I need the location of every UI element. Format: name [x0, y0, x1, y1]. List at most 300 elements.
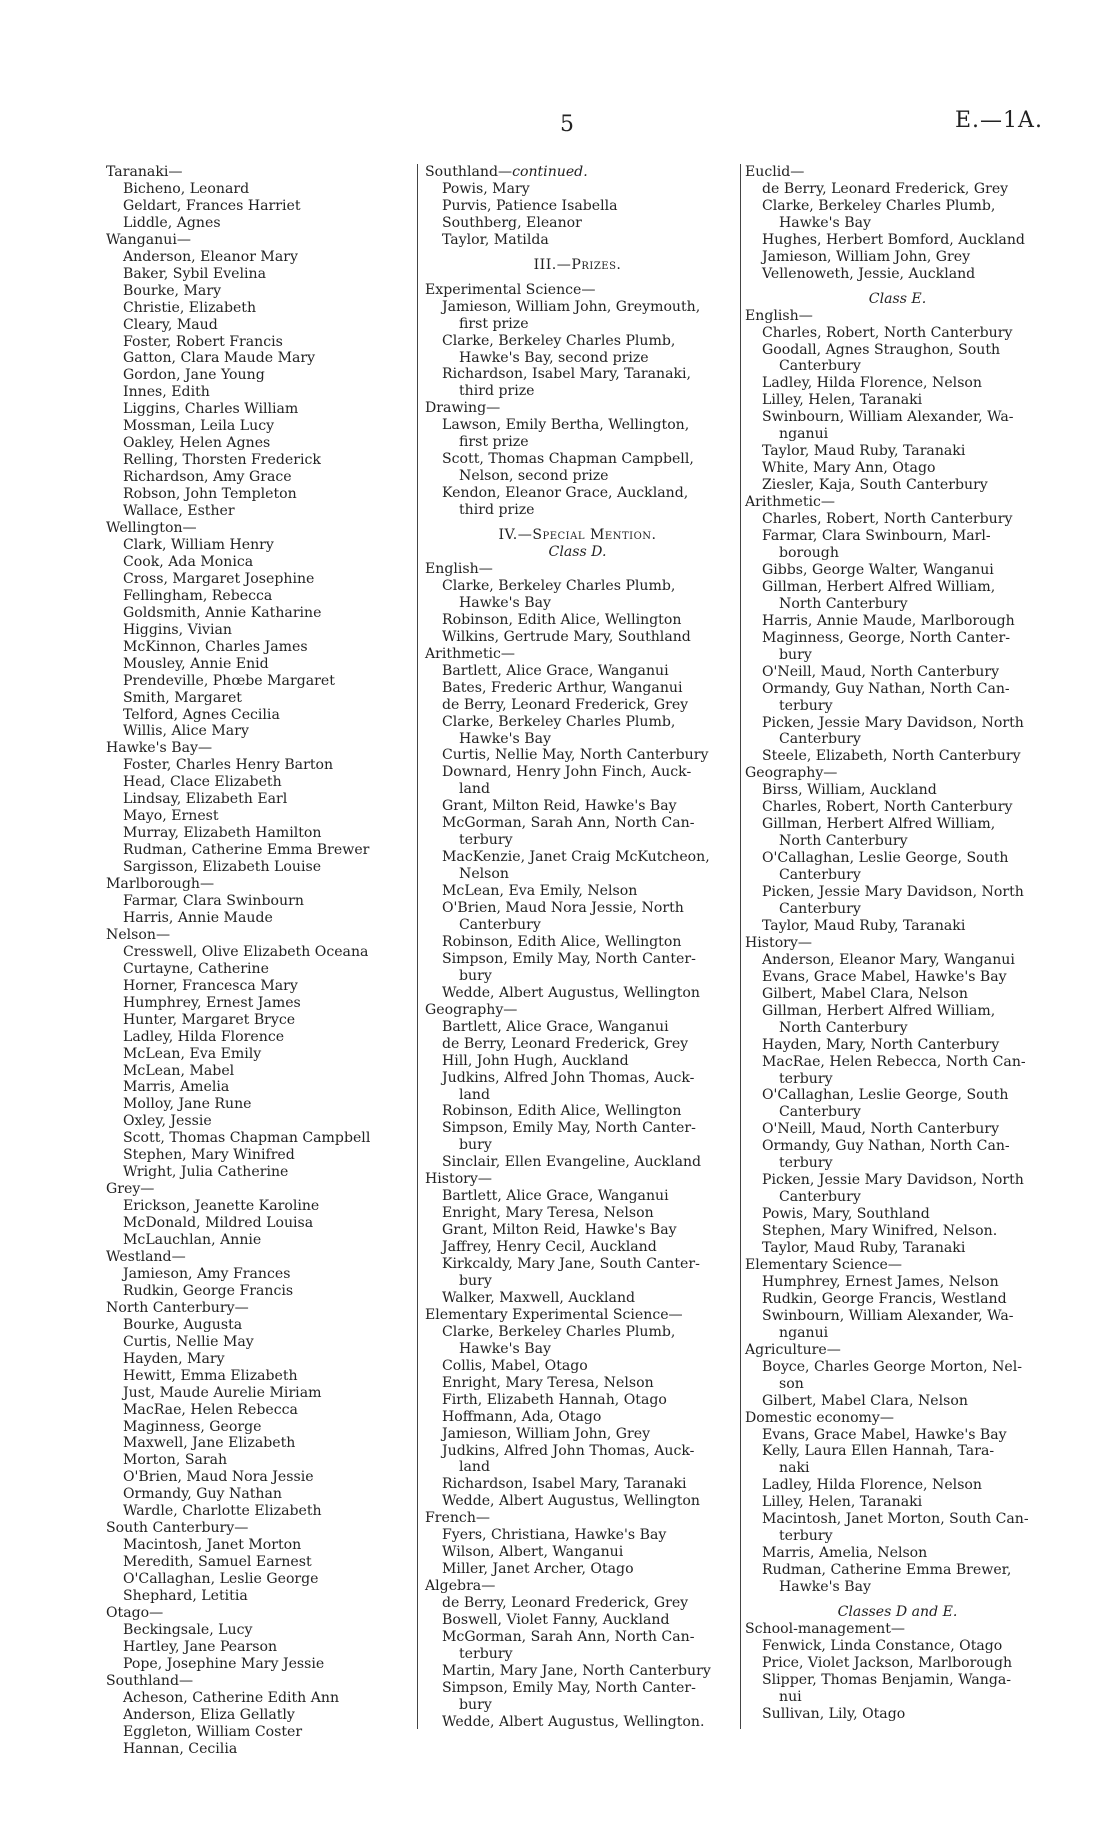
list-item: Oakley, Helen Agnes	[123, 435, 271, 452]
list-item-continuation: Hawke's Bay	[459, 1340, 551, 1357]
list-item: McLean, Eva Emily	[123, 1045, 262, 1062]
list-item-continuation: land	[459, 781, 491, 798]
heading-text: South Canterbury—	[106, 1520, 249, 1537]
list-item: Evans, Grace Mabel, Hawke's Bay	[762, 1426, 1007, 1443]
heading-text: School-management—	[745, 1621, 906, 1638]
list-item: Ormandy, Guy Nathan, North Can-	[762, 1138, 1010, 1155]
list-item: Scott, Thomas Chapman Campbell	[123, 1130, 371, 1147]
list-item: Jamieson, Amy Frances	[123, 1265, 291, 1282]
list-item: Liggins, Charles William	[123, 401, 299, 418]
list-item: McGorman, Sarah Ann, North Can-	[442, 815, 695, 832]
list-item: Sinclair, Ellen Evangeline, Auckland	[442, 1154, 702, 1171]
list-item-continuation: North Canterbury	[779, 595, 908, 612]
list-item: White, Mary Ann, Otago	[762, 460, 936, 477]
list-item: Simpson, Emily May, North Canter-	[442, 950, 696, 967]
list-item-continuation: Hawke's Bay	[459, 730, 551, 747]
heading-text: English—	[425, 560, 493, 577]
subject-heading	[106, 1520, 416, 1537]
subject-heading	[425, 164, 730, 181]
subject-heading	[106, 1300, 416, 1317]
list-item: Relling, Thorsten Frederick	[123, 452, 321, 469]
list-item-continuation: Canterbury	[779, 867, 861, 884]
list-item: MacKenzie, Janet Craig McKutcheon,	[442, 849, 710, 866]
list-item: Grant, Milton Reid, Hawke's Bay	[442, 798, 677, 815]
list-item: Maginness, George, North Canter-	[762, 629, 1010, 646]
list-item-continuation: bury	[459, 1137, 492, 1154]
list-item: Murray, Elizabeth Hamilton	[123, 825, 322, 842]
list-item: Bourke, Augusta	[123, 1316, 243, 1333]
column-right	[745, 164, 1050, 1723]
heading-text: Arithmetic—	[425, 645, 516, 662]
section-title: III.—Prizes.	[533, 256, 622, 273]
list-item: Curtayne, Catherine	[123, 960, 269, 977]
list-item: de Berry, Leonard Frederick, Grey	[442, 696, 689, 713]
heading-text: Grey—	[106, 1181, 155, 1198]
list-item: Mousley, Annie Enid	[123, 655, 269, 672]
list-item: Boswell, Violet Fanny, Auckland	[442, 1612, 670, 1629]
list-item: Maginness, George	[123, 1418, 262, 1435]
list-item: Powis, Mary, Southland	[762, 1206, 930, 1223]
list-item: Lilley, Helen, Taranaki	[762, 1494, 923, 1511]
heading-text: English—	[745, 307, 813, 324]
heading-text: Elementary Experimental Science—	[425, 1306, 683, 1323]
list-item: Clarke, Berkeley Charles Plumb,	[762, 197, 996, 214]
list-item: Marris, Amelia	[123, 1079, 230, 1096]
list-item-continuation: son	[779, 1375, 804, 1392]
list-item-continuation: Hawke's Bay	[459, 594, 551, 611]
list-item: Steele, Elizabeth, North Canterbury	[762, 748, 1021, 765]
list-item: Evans, Grace Mabel, Hawke's Bay	[762, 968, 1007, 985]
list-item: Grant, Milton Reid, Hawke's Bay	[442, 1222, 677, 1239]
list-item: Fyers, Christiana, Hawke's Bay	[442, 1527, 667, 1544]
list-item: Rudman, Catherine Emma Brewer,	[762, 1562, 1012, 1579]
list-item-continuation: Hawke's Bay	[779, 214, 871, 231]
list-item-continuation: terbury	[459, 832, 513, 849]
list-item: Taylor, Maud Ruby, Taranaki	[762, 443, 966, 460]
list-item: Eggleton, William Coster	[123, 1723, 303, 1740]
heading-text: Otago—	[106, 1605, 164, 1622]
list-item: Bicheno, Leonard	[123, 180, 250, 197]
subject-heading	[106, 927, 416, 944]
list-item: MacRae, Helen Rebecca, North Can-	[762, 1053, 1026, 1070]
list-item: Richardson, Amy Grace	[123, 469, 292, 486]
list-item: O'Neill, Maud, North Canterbury	[762, 1121, 1000, 1138]
list-item: Picken, Jessie Mary Davidson, North	[762, 884, 1024, 901]
list-item: O'Callaghan, Leslie George, South	[762, 850, 1009, 867]
list-item-continuation: borough	[779, 544, 839, 561]
heading-text: Wanganui—	[106, 231, 191, 248]
subject-heading	[745, 765, 1050, 782]
list-item: Hartley, Jane Pearson	[123, 1638, 278, 1655]
list-item-continuation: naki	[779, 1460, 810, 1477]
list-item: Oxley, Jessie	[123, 1113, 212, 1130]
list-item: O'Callaghan, Leslie George	[123, 1571, 319, 1588]
list-item: Collis, Mabel, Otago	[442, 1357, 588, 1374]
heading-text: Westland—	[106, 1249, 186, 1265]
document-code: E.—1A.	[955, 108, 1043, 133]
list-item: Farmar, Clara Swinbourn, Marl-	[762, 528, 991, 545]
spacer	[425, 249, 730, 257]
list-item-continuation: land	[459, 1086, 491, 1103]
list-item: Hill, John Hugh, Auckland	[442, 1052, 629, 1069]
heading-text: Southland—	[106, 1672, 194, 1689]
list-item: Kirkcaldy, Mary Jane, South Canter-	[442, 1256, 700, 1273]
list-item: Taylor, Maud Ruby, Taranaki	[762, 917, 966, 934]
list-item: Farmar, Clara Swinbourn	[123, 892, 304, 909]
list-item: Gilbert, Mabel Clara, Nelson	[762, 1392, 968, 1409]
list-item: Wilkins, Gertrude Mary, Southland	[442, 628, 691, 645]
list-item: Anderson, Eleanor Mary, Wanganui	[762, 951, 1015, 968]
list-item-continuation: Canterbury	[779, 731, 861, 748]
list-item: Swinbourn, William Alexander, Wa-	[762, 409, 1014, 426]
list-item: Purvis, Patience Isabella	[442, 197, 618, 214]
heading-text: Geography—	[425, 1001, 518, 1018]
subject-heading	[425, 1171, 730, 1188]
list-item: Taylor, Maud Ruby, Taranaki	[762, 1240, 966, 1257]
list-item-continuation: third prize	[459, 502, 535, 519]
list-item: Goodall, Agnes Straughon, South	[762, 341, 1001, 358]
list-item: O'Brien, Maud Nora Jessie, North	[442, 900, 684, 917]
list-item-continuation: terbury	[779, 1155, 833, 1172]
list-item: Judkins, Alfred John Thomas, Auck-	[442, 1069, 695, 1086]
heading-text: Geography—	[745, 765, 838, 782]
list-item: Cross, Margaret Josephine	[123, 570, 315, 587]
list-item-continuation: bury	[779, 646, 812, 663]
list-item-continuation: Canterbury	[459, 916, 541, 933]
heading-text: Southland—	[425, 164, 513, 180]
list-item: Bates, Frederic Arthur, Wanganui	[442, 679, 683, 696]
class-heading: Classes D and E.	[837, 1604, 958, 1621]
heading-text: Marlborough—	[106, 876, 215, 893]
class-heading: Class D.	[548, 544, 607, 561]
subject-heading	[425, 1002, 730, 1019]
list-item: Telford, Agnes Cecilia	[123, 706, 280, 723]
list-item: Clarke, Berkeley Charles Plumb,	[442, 577, 676, 594]
list-item-continuation: nganui	[779, 426, 829, 443]
list-item: Wilson, Albert, Wanganui	[442, 1544, 624, 1561]
list-item: McGorman, Sarah Ann, North Can-	[442, 1629, 695, 1646]
list-item: Gordon, Jane Young	[123, 367, 265, 384]
list-item: Jamieson, William John, Grey	[442, 1425, 651, 1442]
heading-text: Wellington—	[106, 520, 197, 537]
list-item: Curtis, Nellie May, North Canterbury	[442, 747, 709, 764]
list-item: O'Callaghan, Leslie George, South	[762, 1087, 1009, 1104]
list-item-continuation: Canterbury	[779, 358, 861, 375]
list-item: McLean, Eva Emily, Nelson	[442, 883, 638, 900]
section-title: IV.—Special Mention.	[498, 527, 657, 544]
list-item: Fenwick, Linda Constance, Otago	[762, 1637, 1003, 1654]
list-item: Lilley, Helen, Taranaki	[762, 392, 923, 409]
list-item: Richardson, Isabel Mary, Taranaki	[442, 1476, 687, 1493]
spacer	[745, 283, 1050, 291]
list-item-continuation: third prize	[459, 383, 535, 400]
list-item: Stephen, Mary Winifred	[123, 1147, 295, 1164]
list-item: Boyce, Charles George Morton, Nel-	[762, 1358, 1023, 1375]
list-item: Ormandy, Guy Nathan, North Can-	[762, 680, 1010, 697]
subject-heading	[745, 1342, 1050, 1359]
list-item: Lindsay, Elizabeth Earl	[123, 791, 288, 808]
list-item-continuation: first prize	[459, 434, 529, 451]
list-item: Mayo, Ernest	[123, 808, 219, 825]
subject-heading	[106, 164, 416, 181]
list-item: Humphrey, Ernest James, Nelson	[762, 1273, 999, 1290]
column-divider	[417, 164, 418, 1729]
list-item: Gibbs, George Walter, Wanganui	[762, 561, 994, 578]
list-item: Walker, Maxwell, Auckland	[442, 1289, 636, 1306]
list-item: Rudkin, George Francis	[123, 1282, 294, 1299]
list-item: Marris, Amelia, Nelson	[762, 1545, 928, 1562]
list-item: Goldsmith, Annie Katharine	[123, 604, 322, 621]
list-item: McLean, Mabel	[123, 1062, 235, 1079]
subject-heading	[745, 308, 1050, 325]
subject-heading	[425, 646, 730, 663]
list-item: Harris, Annie Maude, Marlborough	[762, 612, 1015, 629]
list-item: Willis, Alice Mary	[123, 723, 249, 740]
list-item: Maxwell, Jane Elizabeth	[123, 1435, 296, 1452]
list-item: Charles, Robert, North Canterbury	[762, 799, 1013, 816]
list-item: McLauchlan, Annie	[123, 1232, 262, 1249]
list-item: Gatton, Clara Maude Mary	[123, 350, 316, 367]
list-item-continuation: Hawke's Bay, second prize	[459, 349, 649, 366]
list-item-continuation: nui	[779, 1688, 802, 1705]
list-item: Robinson, Edith Alice, Wellington	[442, 933, 682, 950]
subject-heading	[425, 1510, 730, 1527]
list-item: Fellingham, Rebecca	[123, 587, 273, 604]
list-item: Powis, Mary	[442, 180, 530, 197]
list-item: de Berry, Leonard Frederick, Grey	[442, 1035, 689, 1052]
subject-heading	[745, 494, 1050, 511]
list-item: Rudkin, George Francis, Westland	[762, 1290, 1007, 1307]
list-item: de Berry, Leonard Frederick, Grey	[442, 1595, 689, 1612]
column-middle	[425, 164, 730, 1731]
list-item: Picken, Jessie Mary Davidson, North	[762, 714, 1024, 731]
list-item: Clarke, Berkeley Charles Plumb,	[442, 1323, 676, 1340]
list-item: Macintosh, Janet Morton	[123, 1537, 302, 1554]
heading-text: Nelson—	[106, 926, 171, 943]
list-item-continuation: bury	[459, 1273, 492, 1289]
list-item: Wright, Julia Catherine	[123, 1164, 289, 1181]
list-item: Smith, Margaret	[123, 689, 242, 706]
heading-text: Arithmetic—	[745, 494, 836, 511]
list-item: Robinson, Edith Alice, Wellington	[442, 1103, 682, 1120]
list-item: Gillman, Herbert Alfred William,	[762, 1002, 996, 1019]
heading-text: Domestic economy—	[745, 1409, 894, 1426]
list-item-continuation: bury	[459, 967, 492, 984]
heading-text: North Canterbury—	[106, 1299, 249, 1316]
list-item: Hughes, Herbert Bomford, Auckland	[762, 231, 1025, 248]
list-item: Ladley, Hilda Florence, Nelson	[762, 1477, 982, 1494]
list-item: Innes, Edith	[123, 384, 210, 401]
list-item: Wedde, Albert Augustus, Wellington	[442, 984, 700, 1001]
list-item: Hannan, Cecilia	[123, 1740, 238, 1757]
list-item: Cook, Ada Monica	[123, 553, 254, 570]
subject-heading	[425, 400, 730, 417]
list-item: Vellenoweth, Jessie, Auckland	[762, 265, 976, 282]
list-item: Hayden, Mary, North Canterbury	[762, 1036, 1000, 1053]
subject-heading	[106, 520, 416, 537]
heading-text: Euclid—	[745, 164, 805, 180]
list-item: McDonald, Mildred Louisa	[123, 1215, 314, 1232]
list-item: Liddle, Agnes	[123, 214, 221, 231]
list-item: Enright, Mary Teresa, Nelson	[442, 1205, 654, 1222]
list-item: Wedde, Albert Augustus, Wellington.	[442, 1713, 705, 1730]
list-item: Taylor, Matilda	[442, 231, 549, 248]
list-item: O'Neill, Maud, North Canterbury	[762, 663, 1000, 680]
list-item: Ladley, Hilda Florence, Nelson	[762, 375, 982, 392]
subject-heading	[425, 1578, 730, 1595]
subject-heading	[745, 1410, 1050, 1427]
list-item: Cresswell, Olive Elizabeth Oceana	[123, 943, 369, 960]
list-item: Cleary, Maud	[123, 316, 218, 333]
list-item: Kelly, Laura Ellen Hannah, Tara-	[762, 1443, 995, 1460]
list-item: Judkins, Alfred John Thomas, Auck-	[442, 1442, 695, 1459]
list-item-continuation: Canterbury	[779, 1104, 861, 1121]
heading-text: History—	[425, 1171, 492, 1188]
list-item: Wardle, Charlotte Elizabeth	[123, 1503, 322, 1520]
list-item: Baker, Sybil Evelina	[123, 265, 267, 282]
list-item-continuation: nganui	[779, 1324, 829, 1341]
list-item: Just, Maude Aurelie Miriam	[123, 1384, 322, 1401]
list-item: Meredith, Samuel Earnest	[123, 1554, 312, 1571]
heading-text: Algebra—	[425, 1578, 496, 1595]
spacer	[745, 1596, 1050, 1604]
list-item: Gillman, Herbert Alfred William,	[762, 816, 996, 833]
subject-heading	[425, 1307, 730, 1324]
heading-text: Taranaki—	[106, 164, 183, 180]
list-item: Clarke, Berkeley Charles Plumb,	[442, 713, 676, 730]
subject-heading	[425, 561, 730, 578]
list-item: Ziesler, Kaja, South Canterbury	[762, 477, 988, 494]
heading-text: Elementary Science—	[745, 1257, 902, 1273]
list-item: Swinbourn, William Alexander, Wa-	[762, 1307, 1014, 1324]
list-item: Price, Violet Jackson, Marlborough	[762, 1654, 1013, 1671]
list-item: Downard, Henry John Finch, Auck-	[442, 764, 692, 781]
list-item: Humphrey, Ernest James	[123, 994, 301, 1011]
list-item-continuation: Nelson, second prize	[459, 468, 609, 485]
list-item: Charles, Robert, North Canterbury	[762, 511, 1013, 528]
heading-text: French—	[425, 1510, 490, 1527]
list-item: Lawson, Emily Bertha, Wellington,	[442, 417, 690, 434]
list-item-continuation: North Canterbury	[779, 833, 908, 850]
list-item: Macintosh, Janet Morton, South Can-	[762, 1511, 1029, 1528]
list-item: Martin, Mary Jane, North Canterbury	[442, 1662, 711, 1679]
subject-heading	[106, 1673, 416, 1690]
subject-heading	[745, 935, 1050, 952]
list-item: Bartlett, Alice Grace, Wanganui	[442, 662, 669, 679]
list-item: Horner, Francesca Mary	[123, 977, 298, 994]
list-item: Hoffmann, Ada, Otago	[442, 1408, 602, 1425]
list-item: Beckingsale, Lucy	[123, 1621, 253, 1638]
list-item-continuation: terbury	[459, 1645, 513, 1662]
list-item: Miller, Janet Archer, Otago	[442, 1561, 634, 1578]
list-item: Birss, William, Auckland	[762, 782, 937, 799]
list-item: Head, Clace Elizabeth	[123, 774, 282, 791]
list-item: Geldart, Frances Harriet	[123, 197, 301, 214]
list-item: Curtis, Nellie May	[123, 1333, 254, 1350]
list-item: Simpson, Emily May, North Canter-	[442, 1120, 696, 1137]
heading-text: Experimental Science—	[425, 281, 596, 298]
list-item: Harris, Annie Maude	[123, 909, 273, 926]
list-item: Bartlett, Alice Grace, Wanganui	[442, 1018, 669, 1035]
list-item: Hewitt, Emma Elizabeth	[123, 1367, 298, 1384]
list-item: Jamieson, William John, Grey	[762, 248, 971, 265]
list-item: Bourke, Mary	[123, 282, 222, 299]
list-item: Morton, Sarah	[123, 1452, 228, 1469]
list-item: Enright, Mary Teresa, Nelson	[442, 1374, 654, 1391]
spacer	[425, 519, 730, 527]
list-item: Richardson, Isabel Mary, Taranaki,	[442, 366, 692, 383]
spacer	[425, 274, 730, 282]
subject-heading	[745, 1257, 1050, 1274]
list-item-continuation: land	[459, 1459, 491, 1476]
list-item: Kendon, Eleanor Grace, Auckland,	[442, 485, 689, 502]
list-item: Jaffrey, Henry Cecil, Auckland	[442, 1239, 657, 1256]
column-left	[106, 164, 416, 1758]
list-item: Charles, Robert, North Canterbury	[762, 324, 1013, 341]
subject-heading	[106, 876, 416, 893]
subject-heading	[106, 232, 416, 249]
list-item: Jamieson, William John, Greymouth,	[442, 298, 701, 315]
list-item: Simpson, Emily May, North Canter-	[442, 1679, 696, 1696]
list-item-continuation: Nelson	[459, 866, 509, 883]
subject-heading	[106, 1249, 416, 1266]
list-item-continuation: North Canterbury	[779, 1019, 908, 1036]
list-item: Foster, Robert Francis	[123, 333, 283, 350]
list-item-continuation: bury	[459, 1696, 492, 1713]
list-item: Prendeville, Phœbe Margaret	[123, 672, 335, 689]
class-heading: Class E.	[868, 290, 927, 307]
list-item-continuation: Canterbury	[779, 1189, 861, 1206]
subject-heading	[745, 1621, 1050, 1638]
list-item: Ladley, Hilda Florence	[123, 1028, 285, 1045]
list-item-continuation: Hawke's Bay	[779, 1579, 871, 1596]
subject-heading	[425, 282, 730, 299]
list-item: Picken, Jessie Mary Davidson, North	[762, 1172, 1024, 1189]
list-item: Rudman, Catherine Emma Brewer	[123, 842, 370, 859]
subject-heading	[106, 1605, 416, 1622]
list-item: Stephen, Mary Winifred, Nelson.	[762, 1223, 998, 1240]
list-item: Southberg, Eleanor	[442, 214, 582, 231]
list-item: Bartlett, Alice Grace, Wanganui	[442, 1188, 669, 1205]
list-item: Robson, John Templeton	[123, 486, 297, 503]
list-item: Gillman, Herbert Alfred William,	[762, 578, 996, 595]
list-item-continuation: terbury	[779, 1528, 833, 1545]
subject-heading	[745, 164, 1050, 181]
list-item: Robinson, Edith Alice, Wellington	[442, 611, 682, 628]
list-item: Gilbert, Mabel Clara, Nelson	[762, 985, 968, 1002]
list-item-continuation: Canterbury	[779, 900, 861, 917]
list-item-continuation: terbury	[779, 1070, 833, 1087]
list-item: Pope, Josephine Mary Jessie	[123, 1655, 325, 1672]
heading-text: History—	[745, 934, 812, 951]
heading-text: Hawke's Bay—	[106, 740, 213, 757]
list-item: Molloy, Jane Rune	[123, 1096, 252, 1113]
list-item: Slipper, Thomas Benjamin, Wanga-	[762, 1671, 1012, 1688]
list-item: Shephard, Letitia	[123, 1588, 248, 1605]
list-item: Higgins, Vivian	[123, 621, 233, 638]
list-item: MacRae, Helen Rebecca	[123, 1401, 298, 1418]
column-divider	[740, 164, 741, 1729]
list-item: Scott, Thomas Chapman Campbell,	[442, 451, 694, 468]
subject-heading	[106, 740, 416, 757]
list-item: Wedde, Albert Augustus, Wellington	[442, 1493, 700, 1510]
list-item: Christie, Elizabeth	[123, 299, 257, 316]
list-item: O'Brien, Maud Nora Jessie	[123, 1469, 314, 1486]
list-item: Erickson, Jeanette Karoline	[123, 1198, 320, 1215]
list-item: Hunter, Margaret Bryce	[123, 1011, 296, 1028]
list-item: McKinnon, Charles James	[123, 638, 308, 655]
list-item: Wallace, Esther	[123, 503, 235, 520]
